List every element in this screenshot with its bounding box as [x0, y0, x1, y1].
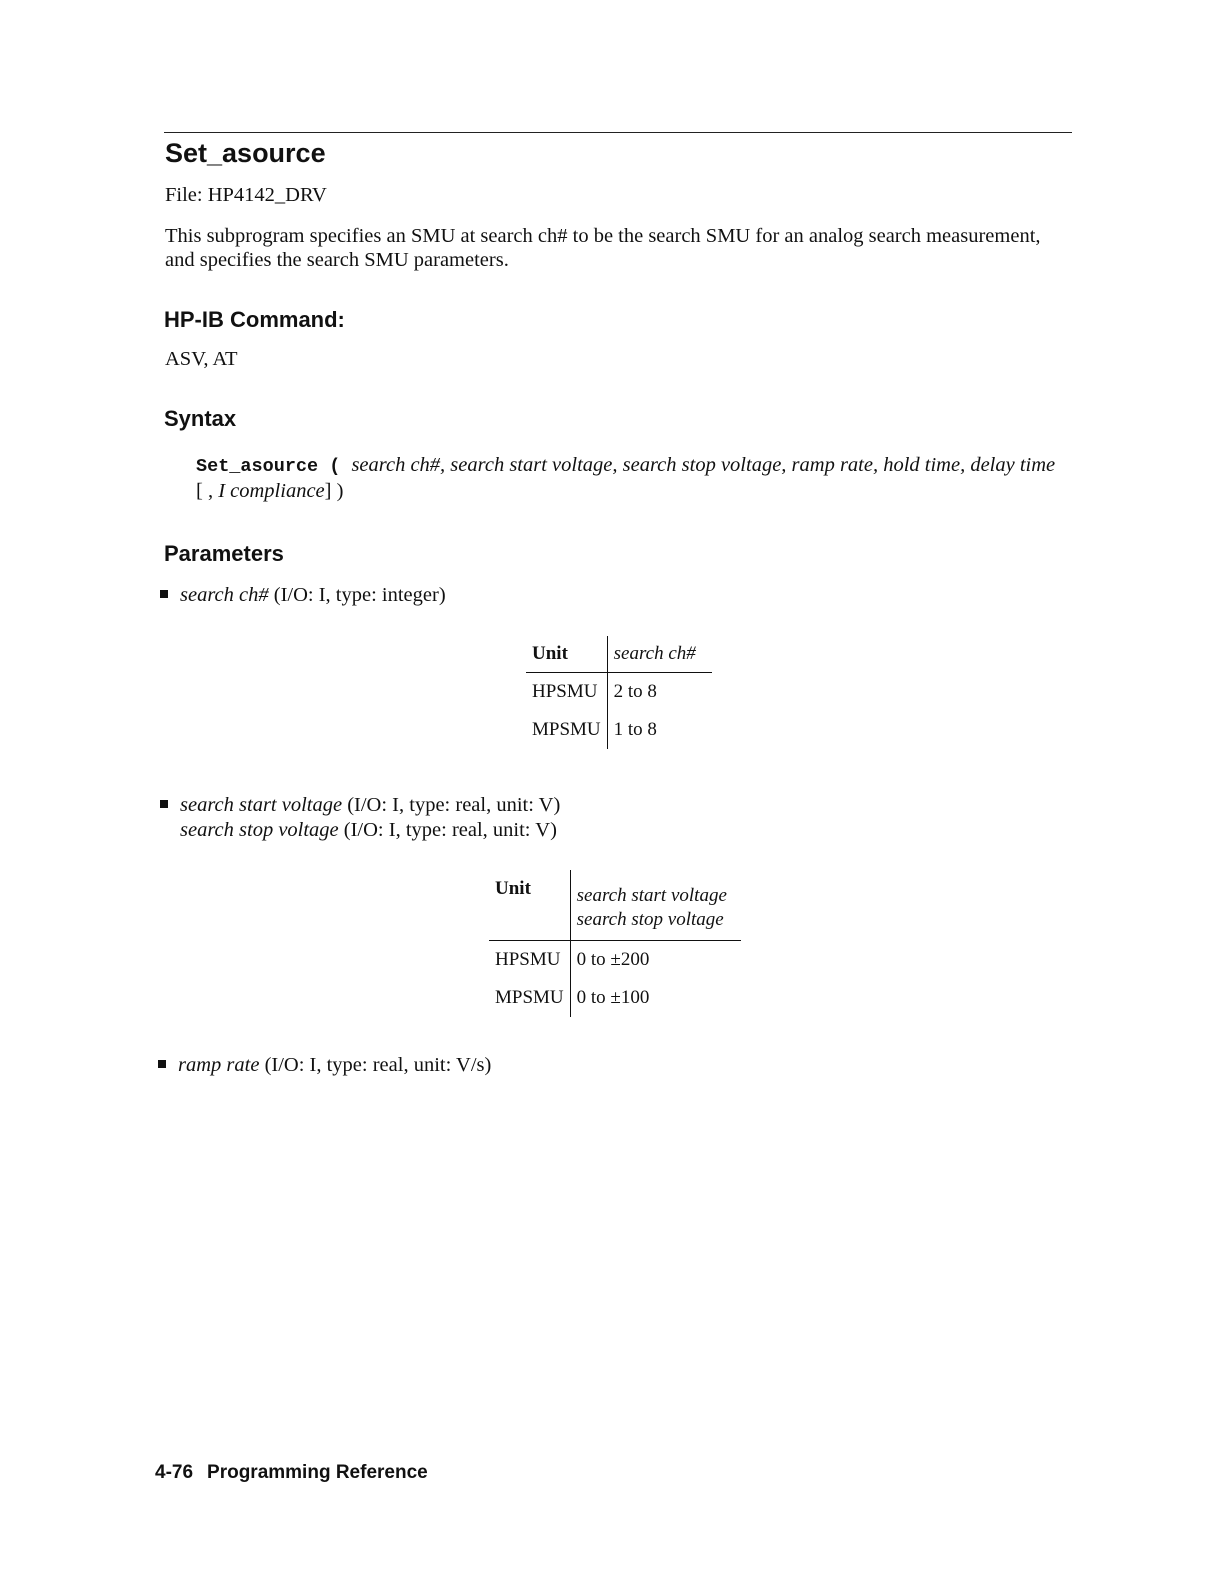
table-header-unit: Unit	[489, 870, 570, 941]
hpib-commands: ASV, AT	[165, 348, 238, 370]
table-row	[526, 711, 712, 749]
param-name: search stop voltage	[180, 819, 339, 841]
syntax-function-name: Set_asource	[196, 456, 319, 477]
table-header-row	[489, 870, 741, 941]
syntax-optional-open: [ ,	[196, 480, 219, 502]
table-cell-value: 0 to ±200	[576, 949, 650, 970]
description-paragraph: This subprogram specifies an SMU at search ch# to be the search SMU for an analog search measurement, and specifies the search SMU parameters.	[165, 225, 1041, 271]
param-desc: (I/O: I, type: integer)	[268, 584, 446, 606]
syntax-heading: Syntax	[164, 406, 237, 431]
table-header-value-b: search stop voltage	[576, 909, 724, 930]
syntax-block	[196, 453, 1056, 504]
page-footer	[155, 1462, 428, 1484]
table-header-value: search ch#	[607, 636, 712, 673]
syntax-optional-arg: I compliance	[218, 480, 325, 502]
param-ramp-rate	[158, 1053, 491, 1078]
param-line-b	[160, 818, 560, 843]
param-name: search start voltage	[180, 794, 343, 816]
param-desc: (I/O: I, type: real, unit: V)	[342, 794, 561, 816]
param-line-a	[160, 793, 560, 818]
param-name: ramp rate	[178, 1054, 260, 1076]
table-header-unit: Unit	[526, 636, 607, 673]
bullet-icon	[158, 1060, 166, 1068]
search-ch-table	[526, 636, 712, 749]
table-row	[526, 673, 712, 712]
param-search-voltage	[160, 793, 560, 843]
page-number: 4-76	[155, 1462, 194, 1483]
table-row	[489, 979, 741, 1017]
param-desc: (I/O: I, type: real, unit: V)	[338, 819, 557, 841]
table-row	[489, 941, 741, 980]
file-line: File: HP4142_DRV	[165, 184, 327, 206]
table-cell-value: 1 to 8	[613, 719, 657, 740]
syntax-open-paren: (	[318, 456, 352, 477]
search-voltage-table	[489, 870, 741, 1017]
hpib-heading: HP-IB Command:	[164, 307, 345, 332]
syntax-args: search ch#, search start voltage, search stop voltage, ramp rate, hold time, delay time	[351, 454, 1056, 476]
page-title: Set_asource	[165, 138, 326, 168]
table-cell-unit: MPSMU	[526, 711, 607, 749]
table-cell-unit: MPSMU	[489, 979, 570, 1017]
table-cell-value: 2 to 8	[613, 681, 657, 702]
title-rule	[164, 132, 1072, 133]
table-cell-unit: HPSMU	[526, 673, 607, 712]
table-cell-unit: HPSMU	[489, 941, 570, 980]
parameters-heading: Parameters	[164, 541, 284, 566]
footer-section: Programming Reference	[207, 1462, 428, 1483]
table-cell-value: 0 to ±100	[576, 987, 650, 1008]
param-search-ch	[160, 583, 446, 608]
param-desc: (I/O: I, type: real, unit: V/s)	[259, 1054, 492, 1076]
bullet-icon	[160, 590, 168, 598]
table-header-value-a: search start voltage	[576, 885, 727, 906]
table-header-value	[570, 870, 741, 941]
bullet-icon	[160, 800, 168, 808]
param-name: search ch#	[180, 584, 269, 606]
table-header-row	[526, 636, 712, 673]
syntax-close: ] )	[324, 480, 344, 502]
